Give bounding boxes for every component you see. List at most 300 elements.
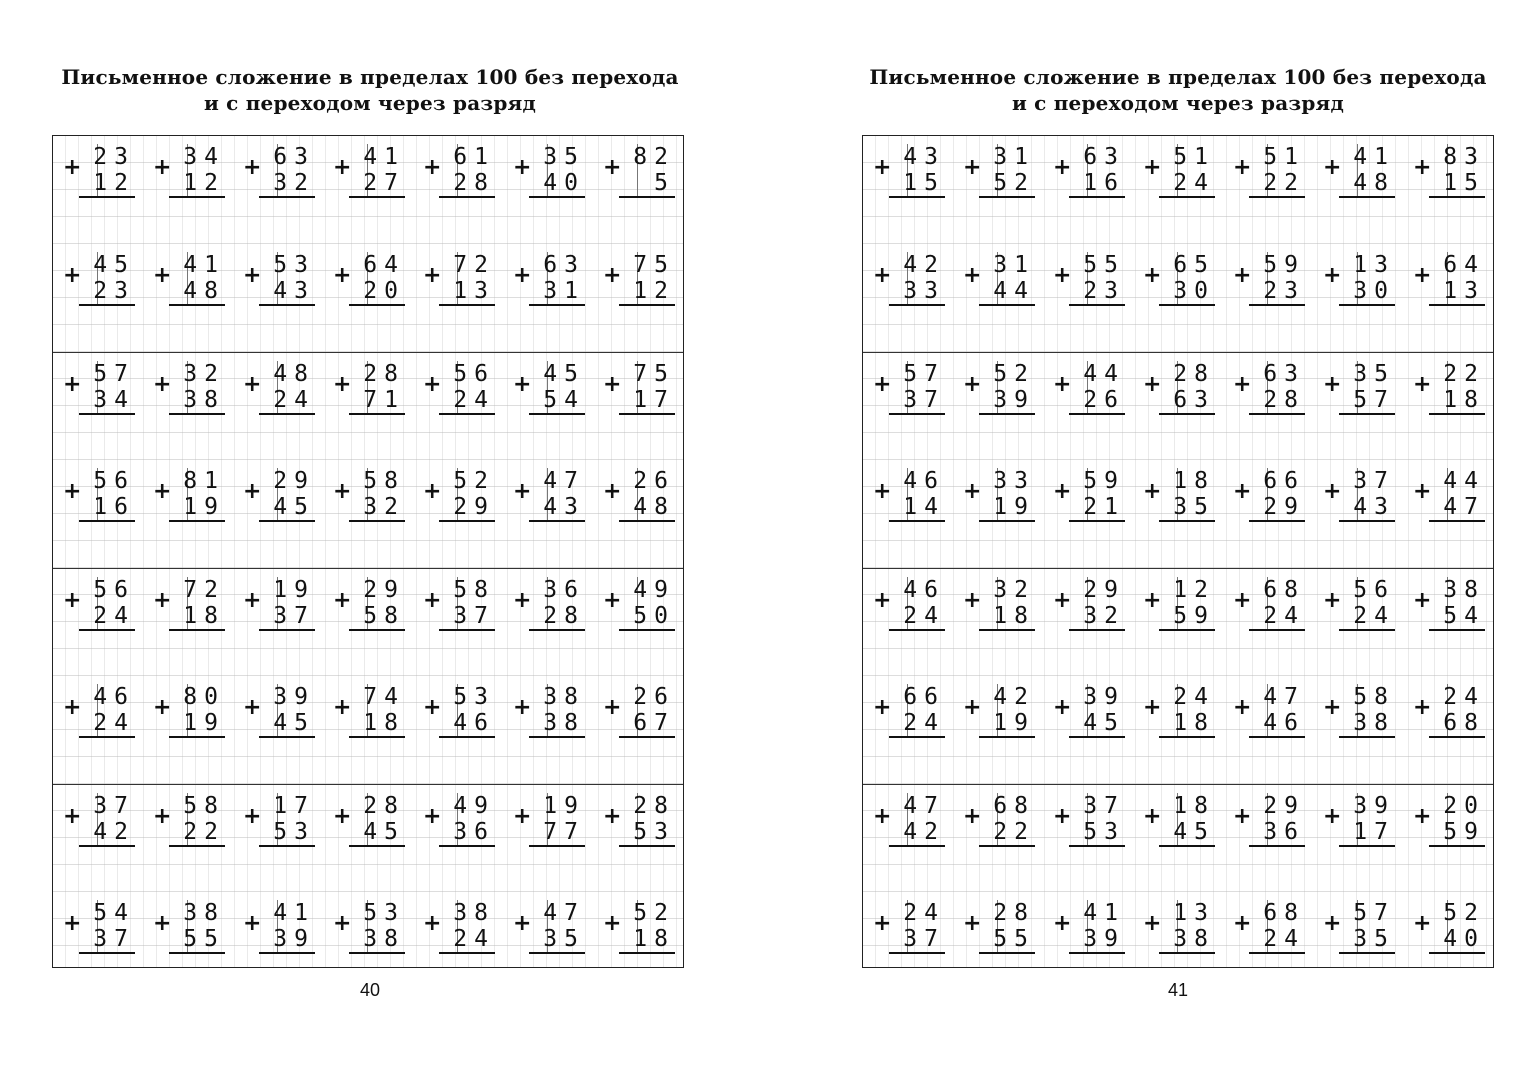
- addition-problem: [1403, 248, 1493, 356]
- addend-bottom: 59: [1429, 819, 1485, 847]
- plus-sign: +: [1143, 695, 1162, 720]
- addition-problem: [323, 248, 413, 356]
- addition-problem: [1313, 573, 1403, 681]
- addend-top: 66: [903, 684, 945, 710]
- exercise-grid: [862, 135, 1494, 968]
- plus-sign: +: [963, 372, 982, 397]
- plus-sign: +: [153, 155, 172, 180]
- addend-top: 57: [1353, 900, 1395, 926]
- addend-bottom: 53: [619, 819, 675, 847]
- plus-sign: +: [1053, 695, 1072, 720]
- addend-bottom: 29: [1249, 494, 1305, 522]
- addend-top: 26: [633, 468, 675, 494]
- addition-problem: [503, 680, 593, 788]
- addend-bottom: 46: [1249, 710, 1305, 738]
- addend-bottom: 47: [1429, 494, 1485, 522]
- addend-bottom: 40: [1429, 926, 1485, 954]
- plus-sign: +: [1323, 911, 1342, 936]
- plus-sign: +: [423, 804, 442, 829]
- addition-problem: [1133, 357, 1223, 465]
- addend-bottom: 17: [1339, 819, 1395, 847]
- exercise-row: [863, 136, 1493, 244]
- addend-top: 82: [633, 144, 675, 170]
- addend-top: 28: [993, 900, 1035, 926]
- addition-problem: [1313, 896, 1403, 968]
- plus-sign: +: [513, 911, 532, 936]
- addend-bottom: 38: [1159, 926, 1215, 954]
- addition-problem: [1133, 140, 1223, 248]
- plus-sign: +: [873, 804, 892, 829]
- addition-problem: [53, 464, 143, 572]
- plus-sign: +: [423, 695, 442, 720]
- addition-problem: [413, 248, 503, 356]
- addend-bottom: 18: [1429, 387, 1485, 415]
- plus-sign: +: [423, 372, 442, 397]
- addition-problem: [1403, 896, 1493, 968]
- plus-sign: +: [1143, 588, 1162, 613]
- addend-top: 24: [1173, 684, 1215, 710]
- addition-problem: [1133, 248, 1223, 356]
- addition-problem: [1043, 789, 1133, 897]
- plus-sign: +: [1053, 479, 1072, 504]
- addend-top: 20: [1443, 793, 1485, 819]
- addend-bottom: 30: [1159, 278, 1215, 306]
- addend-top: 51: [1173, 144, 1215, 170]
- addition-problem: [233, 789, 323, 897]
- addend-bottom: 30: [1339, 278, 1395, 306]
- plus-sign: +: [153, 479, 172, 504]
- addend-bottom: 24: [1339, 603, 1395, 631]
- addend-bottom: 26: [1069, 387, 1125, 415]
- addend-bottom: 24: [1249, 603, 1305, 631]
- addend-bottom: 18: [349, 710, 405, 738]
- plus-sign: +: [1053, 588, 1072, 613]
- addend-top: 29: [1083, 577, 1125, 603]
- addend-bottom: 22: [979, 819, 1035, 847]
- addition-problem: [863, 464, 953, 572]
- exercise-row: [53, 136, 683, 244]
- plus-sign: +: [1053, 263, 1072, 288]
- addend-top: 68: [993, 793, 1035, 819]
- addition-problem: [1313, 789, 1403, 897]
- addend-top: 63: [1083, 144, 1125, 170]
- title-line-1: Письменное сложение в пределах 100 без перехода: [61, 65, 679, 89]
- plus-sign: +: [1323, 804, 1342, 829]
- plus-sign: +: [1233, 263, 1252, 288]
- addend-bottom: 20: [349, 278, 405, 306]
- plus-sign: +: [1323, 372, 1342, 397]
- addition-problem: [1133, 573, 1223, 681]
- page-title: [40, 64, 700, 116]
- addition-problem: [323, 680, 413, 788]
- addend-top: 28: [1173, 361, 1215, 387]
- plus-sign: +: [873, 588, 892, 613]
- addend-top: 61: [453, 144, 495, 170]
- addend-bottom: 45: [259, 494, 315, 522]
- addend-bottom: 22: [1249, 170, 1305, 198]
- addend-bottom: 31: [529, 278, 585, 306]
- addition-problem: [1043, 140, 1133, 248]
- plus-sign: +: [1323, 588, 1342, 613]
- addend-top: 47: [543, 468, 585, 494]
- addend-bottom: 17: [619, 387, 675, 415]
- plus-sign: +: [1413, 479, 1432, 504]
- addend-top: 55: [1083, 252, 1125, 278]
- addition-problem: [503, 573, 593, 681]
- plus-sign: +: [243, 372, 262, 397]
- addend-bottom: 24: [79, 710, 135, 738]
- plus-sign: +: [243, 588, 262, 613]
- addend-bottom: 48: [1339, 170, 1395, 198]
- plus-sign: +: [1323, 263, 1342, 288]
- addition-problem: [953, 248, 1043, 356]
- addend-top: 31: [993, 144, 1035, 170]
- plus-sign: +: [1233, 479, 1252, 504]
- addend-bottom: 36: [1249, 819, 1305, 847]
- addend-bottom: 23: [1069, 278, 1125, 306]
- title-line-1: Письменное сложение в пределах 100 без перехода: [869, 65, 1487, 89]
- addend-top: 63: [1263, 361, 1305, 387]
- addition-problem: [1043, 680, 1133, 788]
- addition-problem: [953, 357, 1043, 465]
- addend-bottom: 35: [529, 926, 585, 954]
- addend-bottom: 18: [169, 603, 225, 631]
- addend-bottom: 46: [439, 710, 495, 738]
- title-line-2: и с переходом через разряд: [1011, 91, 1345, 115]
- addend-top: 31: [993, 252, 1035, 278]
- plus-sign: +: [243, 695, 262, 720]
- addend-top: 38: [543, 684, 585, 710]
- addition-problem: [1043, 357, 1133, 465]
- addend-bottom: 38: [529, 710, 585, 738]
- plus-sign: +: [1413, 911, 1432, 936]
- plus-sign: +: [1143, 155, 1162, 180]
- addend-top: 75: [633, 252, 675, 278]
- addition-problem: [503, 248, 593, 356]
- addition-problem: [53, 896, 143, 968]
- plus-sign: +: [1053, 804, 1072, 829]
- addend-bottom: 24: [439, 387, 495, 415]
- addition-problem: [233, 573, 323, 681]
- plus-sign: +: [153, 695, 172, 720]
- addition-problem: [53, 789, 143, 897]
- addend-bottom: 32: [349, 494, 405, 522]
- plus-sign: +: [243, 155, 262, 180]
- addition-problem: [863, 789, 953, 897]
- addition-problem: [1223, 680, 1313, 788]
- addend-top: 56: [1353, 577, 1395, 603]
- addend-top: 29: [363, 577, 405, 603]
- addend-top: 65: [1173, 252, 1215, 278]
- exercise-row: [53, 676, 683, 784]
- addend-bottom: 29: [439, 494, 495, 522]
- addend-top: 18: [1173, 468, 1215, 494]
- plus-sign: +: [63, 263, 82, 288]
- addend-top: 49: [633, 577, 675, 603]
- addend-top: 44: [1443, 468, 1485, 494]
- addend-top: 29: [1263, 793, 1305, 819]
- exercise-row: [53, 568, 683, 677]
- addend-top: 39: [273, 684, 315, 710]
- addend-bottom: 5: [619, 170, 675, 198]
- addition-problem: [413, 680, 503, 788]
- addition-problem: [593, 896, 683, 968]
- addition-problem: [53, 573, 143, 681]
- addend-bottom: 27: [349, 170, 405, 198]
- plus-sign: +: [1413, 804, 1432, 829]
- addition-problem: [863, 573, 953, 681]
- addition-problem: [593, 464, 683, 572]
- addend-bottom: 43: [1339, 494, 1395, 522]
- addend-bottom: 33: [889, 278, 945, 306]
- plus-sign: +: [1053, 372, 1072, 397]
- addend-top: 32: [183, 361, 225, 387]
- addend-top: 24: [1443, 684, 1485, 710]
- plus-sign: +: [1233, 695, 1252, 720]
- addend-bottom: 19: [979, 710, 1035, 738]
- addend-top: 47: [543, 900, 585, 926]
- addend-top: 23: [93, 144, 135, 170]
- addend-bottom: 50: [619, 603, 675, 631]
- addition-problem: [1043, 573, 1133, 681]
- addition-problem: [503, 357, 593, 465]
- exercise-row: [863, 784, 1493, 893]
- plus-sign: +: [873, 695, 892, 720]
- addition-problem: [233, 357, 323, 465]
- plus-sign: +: [423, 911, 442, 936]
- addend-bottom: 77: [529, 819, 585, 847]
- exercise-row: [863, 892, 1493, 968]
- addend-top: 63: [543, 252, 585, 278]
- addend-bottom: 52: [979, 170, 1035, 198]
- addition-problem: [1223, 248, 1313, 356]
- addend-bottom: 43: [259, 278, 315, 306]
- addend-top: 45: [543, 361, 585, 387]
- plus-sign: +: [63, 695, 82, 720]
- plus-sign: +: [1413, 695, 1432, 720]
- plus-sign: +: [63, 804, 82, 829]
- addition-problem: [413, 464, 503, 572]
- addend-bottom: 13: [439, 278, 495, 306]
- addition-problem: [233, 896, 323, 968]
- addend-top: 38: [183, 900, 225, 926]
- addend-bottom: 24: [439, 926, 495, 954]
- addition-problem: [143, 248, 233, 356]
- addition-problem: [863, 140, 953, 248]
- addend-bottom: 24: [79, 603, 135, 631]
- addition-problem: [1043, 248, 1133, 356]
- addition-problem: [1223, 140, 1313, 248]
- addend-bottom: 22: [169, 819, 225, 847]
- addition-problem: [413, 573, 503, 681]
- addend-top: 43: [903, 144, 945, 170]
- addend-top: 42: [903, 252, 945, 278]
- addend-top: 19: [543, 793, 585, 819]
- addition-problem: [1133, 464, 1223, 572]
- addend-top: 74: [363, 684, 405, 710]
- addend-top: 46: [903, 577, 945, 603]
- addition-problem: [413, 896, 503, 968]
- plus-sign: +: [513, 588, 532, 613]
- plus-sign: +: [1233, 588, 1252, 613]
- addition-problem: [323, 464, 413, 572]
- addition-problem: [143, 680, 233, 788]
- addend-top: 64: [1443, 252, 1485, 278]
- addend-top: 59: [1263, 252, 1305, 278]
- plus-sign: +: [873, 155, 892, 180]
- addend-top: 53: [453, 684, 495, 710]
- addend-bottom: 53: [259, 819, 315, 847]
- addend-top: 57: [903, 361, 945, 387]
- addend-top: 35: [543, 144, 585, 170]
- addition-problem: [1313, 140, 1403, 248]
- addend-top: 53: [363, 900, 405, 926]
- exercise-grid: [52, 135, 684, 968]
- plus-sign: +: [1053, 155, 1072, 180]
- addend-bottom: 32: [259, 170, 315, 198]
- addend-top: 37: [93, 793, 135, 819]
- addend-top: 57: [93, 361, 135, 387]
- plus-sign: +: [513, 804, 532, 829]
- addend-bottom: 35: [1159, 494, 1215, 522]
- addend-top: 33: [993, 468, 1035, 494]
- addend-bottom: 54: [529, 387, 585, 415]
- plus-sign: +: [333, 372, 352, 397]
- addition-problem: [1313, 248, 1403, 356]
- addend-top: 24: [903, 900, 945, 926]
- addition-problem: [593, 789, 683, 897]
- plus-sign: +: [873, 263, 892, 288]
- page-title: [848, 64, 1508, 116]
- addend-bottom: 24: [1249, 926, 1305, 954]
- plus-sign: +: [423, 588, 442, 613]
- plus-sign: +: [963, 911, 982, 936]
- addend-top: 19: [273, 577, 315, 603]
- addition-problem: [593, 573, 683, 681]
- addend-bottom: 14: [889, 494, 945, 522]
- plus-sign: +: [243, 911, 262, 936]
- plus-sign: +: [153, 263, 172, 288]
- plus-sign: +: [423, 155, 442, 180]
- exercise-row: [863, 676, 1493, 784]
- addend-bottom: 39: [979, 387, 1035, 415]
- title-line-2: и с переходом через разряд: [203, 91, 537, 115]
- addend-bottom: 18: [1159, 710, 1215, 738]
- plus-sign: +: [153, 588, 172, 613]
- addition-problem: [1313, 680, 1403, 788]
- addend-bottom: 45: [349, 819, 405, 847]
- plus-sign: +: [333, 804, 352, 829]
- plus-sign: +: [1233, 911, 1252, 936]
- addend-top: 22: [1443, 361, 1485, 387]
- addend-bottom: 15: [889, 170, 945, 198]
- addend-top: 13: [1353, 252, 1395, 278]
- addition-problem: [503, 789, 593, 897]
- addend-top: 68: [1263, 900, 1305, 926]
- addend-top: 39: [1353, 793, 1395, 819]
- addend-top: 29: [273, 468, 315, 494]
- addition-problem: [863, 248, 953, 356]
- plus-sign: +: [603, 695, 622, 720]
- addend-top: 64: [363, 252, 405, 278]
- addition-problem: [593, 140, 683, 248]
- addend-top: 34: [183, 144, 225, 170]
- addition-problem: [233, 140, 323, 248]
- plus-sign: +: [1323, 155, 1342, 180]
- plus-sign: +: [1233, 372, 1252, 397]
- addend-top: 32: [993, 577, 1035, 603]
- addend-bottom: 43: [529, 494, 585, 522]
- addend-top: 49: [453, 793, 495, 819]
- plus-sign: +: [243, 263, 262, 288]
- addend-top: 58: [453, 577, 495, 603]
- plus-sign: +: [243, 804, 262, 829]
- addend-bottom: 21: [1069, 494, 1125, 522]
- page-number: 40: [359, 980, 381, 1000]
- addition-problem: [503, 896, 593, 968]
- plus-sign: +: [333, 588, 352, 613]
- addition-problem: [143, 789, 233, 897]
- addend-bottom: 36: [439, 819, 495, 847]
- addition-problem: [863, 357, 953, 465]
- plus-sign: +: [153, 372, 172, 397]
- addend-top: 47: [903, 793, 945, 819]
- plus-sign: +: [63, 588, 82, 613]
- addition-problem: [53, 680, 143, 788]
- plus-sign: +: [1143, 263, 1162, 288]
- addend-top: 68: [1263, 577, 1305, 603]
- addition-problem: [323, 789, 413, 897]
- plus-sign: +: [963, 588, 982, 613]
- plus-sign: +: [603, 804, 622, 829]
- addend-bottom: 53: [1069, 819, 1125, 847]
- addend-bottom: 67: [619, 710, 675, 738]
- addend-top: 26: [633, 684, 675, 710]
- addend-bottom: 16: [79, 494, 135, 522]
- plus-sign: +: [63, 479, 82, 504]
- addend-bottom: 19: [169, 710, 225, 738]
- addend-top: 81: [183, 468, 225, 494]
- plus-sign: +: [423, 479, 442, 504]
- addition-problem: [143, 573, 233, 681]
- plus-sign: +: [1323, 695, 1342, 720]
- addition-problem: [1223, 896, 1313, 968]
- addend-top: 66: [1263, 468, 1305, 494]
- plus-sign: +: [63, 155, 82, 180]
- plus-sign: +: [1143, 911, 1162, 936]
- addition-problem: [1403, 140, 1493, 248]
- plus-sign: +: [963, 479, 982, 504]
- addend-bottom: 63: [1159, 387, 1215, 415]
- addition-problem: [233, 248, 323, 356]
- plus-sign: +: [873, 479, 892, 504]
- addend-top: 41: [1083, 900, 1125, 926]
- addend-top: 38: [1443, 577, 1485, 603]
- plus-sign: +: [1143, 372, 1162, 397]
- addend-top: 38: [453, 900, 495, 926]
- addend-top: 46: [903, 468, 945, 494]
- addend-bottom: 28: [529, 603, 585, 631]
- plus-sign: +: [513, 155, 532, 180]
- addition-problem: [1403, 789, 1493, 897]
- addend-top: 37: [1083, 793, 1125, 819]
- plus-sign: +: [603, 263, 622, 288]
- plus-sign: +: [333, 263, 352, 288]
- plus-sign: +: [333, 695, 352, 720]
- addend-bottom: 42: [889, 819, 945, 847]
- plus-sign: +: [1323, 479, 1342, 504]
- addend-bottom: 45: [259, 710, 315, 738]
